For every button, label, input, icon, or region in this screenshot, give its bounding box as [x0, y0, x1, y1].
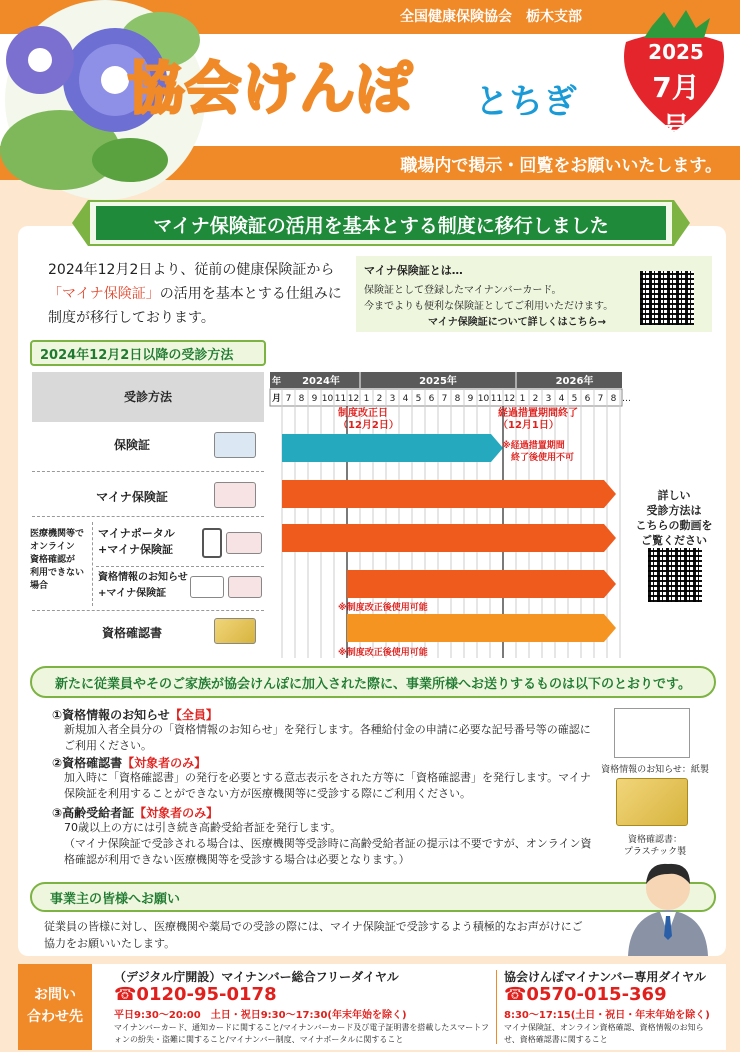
bar-hokensho	[282, 434, 503, 462]
item-3-title: ③高齢受給者証	[52, 806, 135, 820]
bar-portal	[282, 524, 616, 552]
month-tick-label: 10	[477, 394, 490, 404]
intro-text-2: の活用を基本とする仕組みに制度が移行しております。	[48, 286, 342, 326]
left-dial-hours: 平日9:30～20:00 土日・祝日9:30～17:30(年末年始を除く)	[114, 1010, 407, 1021]
row-label-maina: マイナ保険証	[96, 490, 168, 504]
month-tick-label: 9	[311, 394, 318, 404]
notice-paper-image	[614, 708, 690, 758]
month-axis-label: 月	[272, 394, 282, 404]
certificate-card-icon	[214, 618, 256, 644]
bar-shikaku-notice	[347, 570, 616, 598]
note-kaisei: 制度改正日 （12月2日）	[338, 408, 399, 431]
issue-year: 2025	[648, 40, 704, 64]
month-tick-label: 11	[334, 394, 347, 404]
header-message: 職場内で掲示・回覧をお願いいたします。	[400, 156, 722, 176]
note-keika-end: 経過措置期間終了 （12月1日）	[498, 408, 578, 431]
newsletter-subtitle: とちぎ	[475, 82, 577, 122]
row-divider	[32, 516, 264, 517]
month-tick-label: 7	[597, 394, 604, 404]
row-divider	[32, 610, 264, 611]
group-divider	[92, 522, 93, 606]
info-line-2: 今までよりも便利な保険証としてご利用いただけます。	[364, 301, 614, 312]
left-dial-title: （デジタル庁開設）マイナンバー総合フリーダイヤル	[114, 970, 399, 984]
organization-name: 全国健康保険協会 栃木支部	[400, 9, 582, 25]
item-3-heading	[52, 804, 218, 821]
year-label: 2024年	[302, 376, 340, 387]
left-dial-phone[interactable]: ☎0120-95-0178	[114, 984, 277, 1005]
month-tick-label: …	[622, 394, 631, 404]
month-tick-label: 4	[402, 394, 409, 404]
row-label-kakunin: 資格確認書	[101, 626, 162, 640]
item-3-body: 70歳以上の方には引き続き高齢受給者証を発行します。 （マイナ保険証で受診される場合は、医療機関等受診時に高齢受給者証の提示は不要ですが、オンライン資格確認が利用できない医療機関等を受診する場合は必要となります。）	[64, 821, 592, 866]
row-label-portal: マイナポータル +マイナ保険証	[98, 527, 175, 556]
month-tick-label: 4	[558, 394, 565, 404]
month-tick-label: 12	[503, 394, 516, 404]
right-dial-hours: 8:30～17:15(土日・祝日・年末年始を除く)	[504, 1010, 710, 1021]
month-tick-label: 6	[584, 394, 591, 404]
item-2-heading	[52, 754, 206, 771]
newsletter-title: 協会けんぽ	[128, 57, 413, 122]
section3-title: 事業主の皆様へお願い	[50, 892, 181, 907]
note-after-kaisei-1: ※制度改正後使用可能	[338, 603, 428, 613]
intro-text-1: 2024年12月2日より、従前の健康保険証から	[48, 262, 335, 278]
row-divider	[32, 471, 264, 472]
item-1-title: ①資格情報のお知らせ	[52, 708, 170, 722]
month-tick-label: 9	[467, 394, 474, 404]
left-dial-note: マイナンバーカード、通知カードに関すること/マイナンバーカード及び電子証明書を搭載したスマートフォンの紛失・盗難に関すること/マイナンバー制度、マイナポータルに関すること	[114, 1023, 490, 1044]
note-keika-after: ※経過措置期間 終了後使用不可	[502, 441, 575, 463]
section2-title: 新たに従業員やそのご家族が協会けんぽに加入された際に、事業所様へお送りするものは以下のとおりです。	[55, 677, 691, 692]
right-dial-title: 協会けんぽマイナンバー専用ダイヤル	[504, 970, 706, 984]
month-tick-label: 8	[454, 394, 461, 404]
method-header: 受診方法	[32, 372, 264, 422]
smartphone-icon	[202, 528, 222, 558]
insurance-card-icon	[214, 432, 256, 458]
banner-ribbon-left	[72, 200, 88, 246]
notice-caption: 資格情報のお知らせ：紙製	[601, 765, 709, 775]
video-side-note: 詳しい 受診方法は こちらの動画を ご覧ください	[635, 489, 713, 547]
month-tick-label: 12	[347, 394, 360, 404]
month-tick-label: 8	[610, 394, 617, 404]
month-tick-label: 5	[415, 394, 422, 404]
info-title: マイナ保険証とは…	[364, 264, 463, 277]
bar-maina	[282, 480, 616, 508]
intro-highlight: 「マイナ保険証」	[48, 286, 160, 302]
item-2-body: 加入時に「資格確認書」の発行を必要とする意志表示をされた方等に「資格確認書」を発行します。マイナ保険証を利用することができない方が医療機関等に受診する際にご利用ください。	[64, 771, 591, 800]
my-number-card-icon	[228, 576, 262, 598]
item-2-title: ②資格確認書	[52, 756, 123, 770]
right-dial-phone[interactable]: ☎0570-015-369	[504, 984, 667, 1005]
certificate-card-image	[616, 778, 688, 826]
contact-label: お問い 合わせ先	[18, 964, 92, 1050]
month-tick-label: 7	[285, 394, 292, 404]
section3-body: 従業員の皆様に対し、医療機関や薬局での受診の際には、マイナ保険証で受診するよう積極的なお声がけにご協力をお願いいたします。	[44, 920, 583, 950]
month-tick-label: 2	[376, 394, 383, 404]
my-number-card-icon	[226, 532, 262, 554]
notice-paper-icon	[190, 576, 224, 598]
month-tick-label: 3	[389, 394, 396, 404]
item-3-target: 【対象者のみ】	[134, 806, 219, 820]
info-line-1: 保険証として登録したマイナンバーカード。	[364, 285, 562, 296]
note-after-kaisei-2: ※制度改正後使用可能	[338, 648, 428, 658]
item-1-body: 新規加入者全員分の「資格情報のお知らせ」を発行します。各種給付金の申請に必要な記号番号等の確認にご利用ください。	[64, 723, 591, 752]
row-divider	[96, 566, 264, 567]
month-tick-label: 1	[519, 394, 526, 404]
month-tick-label: 1	[363, 394, 370, 404]
issue-month: 7月号	[652, 71, 700, 144]
row-group-label: 医療機関等で オンライン 資格確認が 利用できない 場合	[30, 529, 85, 591]
item-1-target: 【全員】	[169, 708, 218, 722]
right-dial-note: マイナ保険証、オンライン資格確認、資格情報のお知らせ、資格確認書に関すること	[504, 1023, 704, 1044]
item-2-target: 【対象者のみ】	[122, 756, 207, 770]
certificate-caption-1: 資格確認書：	[627, 835, 682, 845]
row-label-hokensho: 保険証	[113, 438, 150, 452]
year-label: 2025年	[419, 376, 457, 387]
year-axis-label: 年	[272, 377, 282, 387]
month-tick-label: 2	[532, 394, 539, 404]
timeline-section-title: 2024年12月2日以降の受診方法	[30, 340, 266, 366]
intro-paragraph	[48, 258, 348, 330]
footer-divider	[496, 970, 497, 1044]
bar-kakunin	[347, 614, 616, 642]
qr-code-video[interactable]	[648, 548, 702, 602]
month-tick-label: 6	[428, 394, 435, 404]
month-tick-label: 3	[545, 394, 552, 404]
headline: マイナ保険証の活用を基本とする制度に移行しました	[153, 215, 609, 237]
month-tick-label: 5	[571, 394, 578, 404]
businessman-illustration	[618, 852, 718, 956]
month-tick-label: 7	[441, 394, 448, 404]
month-tick-label: 10	[321, 394, 334, 404]
certificate-caption-2: プラスチック製	[623, 847, 687, 857]
qr-code-info[interactable]	[640, 271, 694, 325]
info-link[interactable]: マイナ保険証について詳しくはこちら→	[428, 317, 606, 328]
year-label: 2026年	[555, 376, 594, 387]
month-tick-label: 8	[298, 394, 305, 404]
row-label-shikaku-notice: 資格情報のお知らせ +マイナ保険証	[98, 572, 188, 599]
my-number-card-icon	[214, 482, 256, 508]
item-1-heading	[52, 706, 218, 723]
month-tick-label: 11	[490, 394, 503, 404]
banner-ribbon-right	[674, 200, 690, 246]
